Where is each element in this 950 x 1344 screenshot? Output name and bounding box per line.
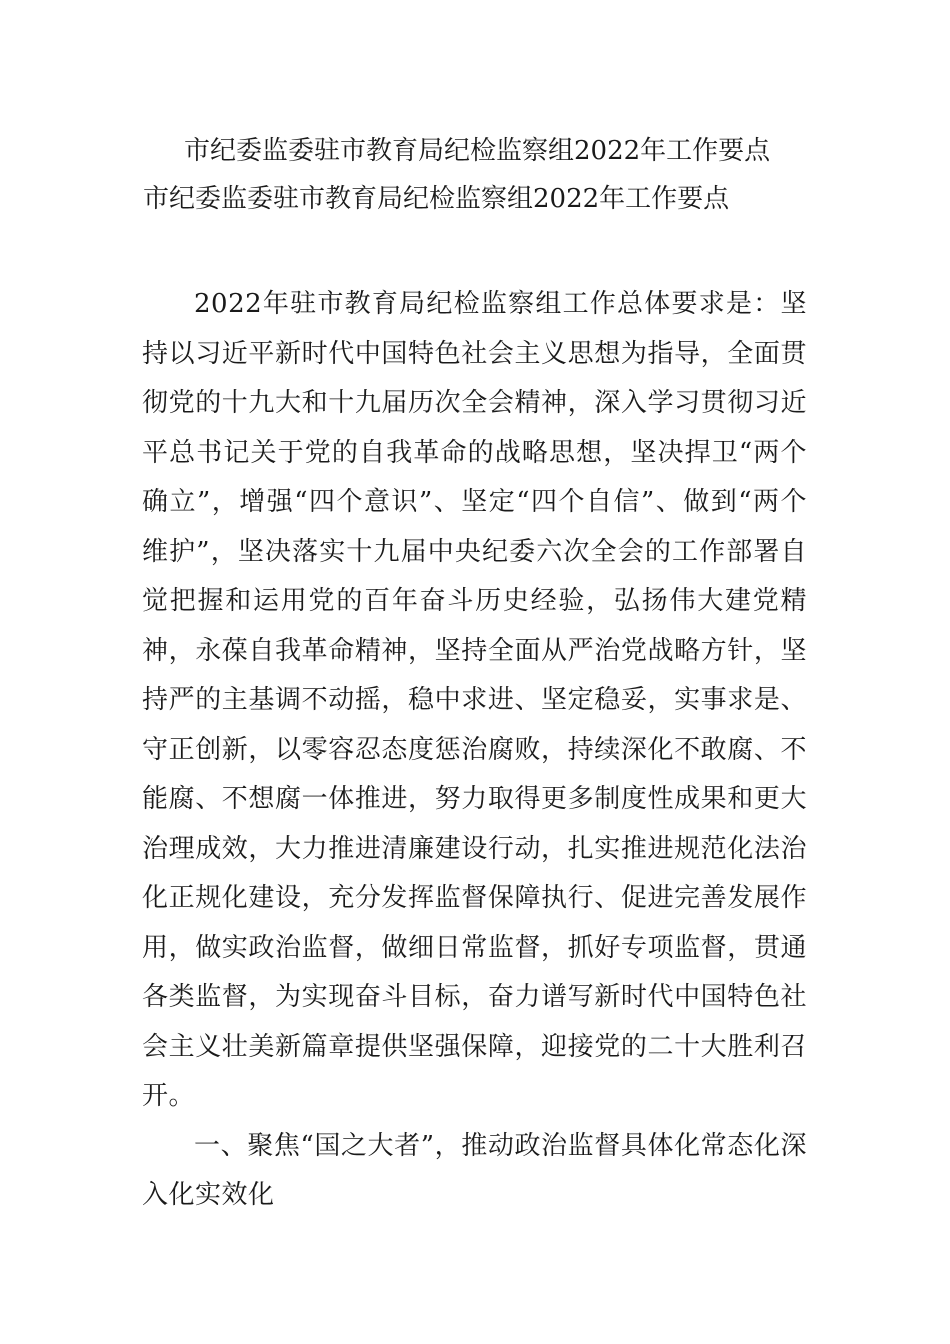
document-subtitle: 市纪委监委驻市教育局纪检监察组2022年工作要点 bbox=[143, 184, 730, 214]
document-body bbox=[142, 280, 807, 1221]
section-heading-1: 一、聚焦“国之大者”，推动政治监督具体化常态化深入化实效化 bbox=[142, 1130, 807, 1210]
document-title: 市纪委监委驻市教育局纪检监察组2022年工作要点 bbox=[184, 136, 771, 166]
body-paragraph-general-requirements: 2022年驻市教育局纪检监察组工作总体要求是：坚持以习近平新时代中国特色社会主义思想为指导，全面贯彻党的十九大和十九届历次全会精神，深入学习贯彻习近平总书记关于党的自我革命的战略思想，坚决捍卫“两个确立”，增强“四个意识”、坚定“四个自信”、做到“两个维护”，坚决落实十九届中央纪委六次全会的工作部署自觉把握和运用党的百年奋斗历史经验，弘扬伟大建党精神，永葆自我革命精神，坚持全面从严治党战略方针，坚持严的主基调不动摇，稳中求进、坚定稳妥，实事求是、守正创新，以零容忍态度惩治腐败，持续深化不敢腐、不能腐、不想腐一体推进，努力取得更多制度性成果和更大治理成效，大力推进清廉建设行动，扎实推进规范化法治化正规化建设，充分发挥监督保障执行、促进完善发展作用，做实政治监督，做细日常监督，抓好专项监督，贯通各类监督，为实现奋斗目标，奋力谱写新时代中国特色社会主义壮美新篇章提供坚强保障，迎接党的二十大胜利召开。 bbox=[142, 289, 807, 1111]
